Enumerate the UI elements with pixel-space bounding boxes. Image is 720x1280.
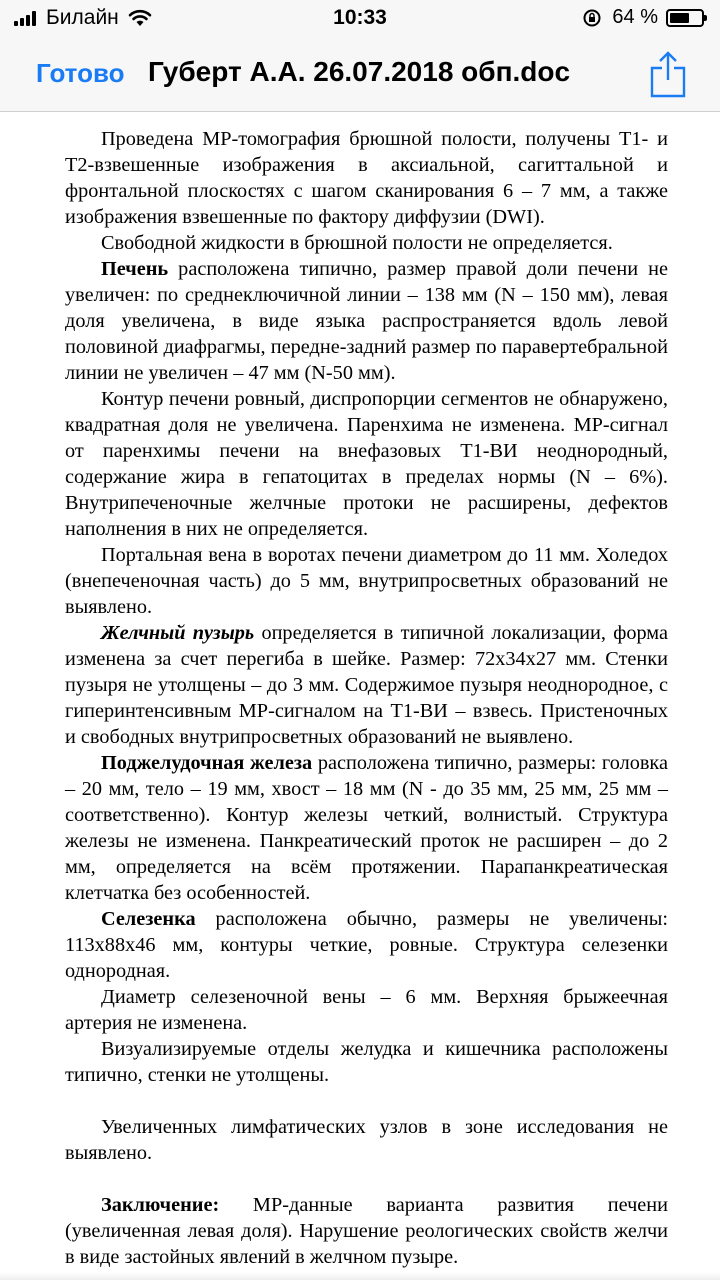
paragraph-splenic-vein: Диаметр селезеночной вены – 6 мм. Верхняя брыжеечная артерия не изменена. — [65, 986, 668, 1034]
pancreas-text: расположена типично, размеры: головка – 20 мм, тело – 19 мм, хвост – 18 мм (N - до 35 мм, 25 мм, 25 мм – соответственно). Контур железы четкий, волнистый. Структура железы не изменена. Панкреатический проток не расширен – до 2 мм, определяется на всём протяжении. Парапанкреатическая клетчатка без особенностей. — [65, 752, 668, 904]
document-page — [65, 126, 668, 1270]
battery-percent: 64 % — [612, 6, 658, 28]
document-viewer[interactable] — [0, 112, 720, 1280]
paragraph-pancreas — [65, 750, 668, 906]
conclusion-heading: Заключение: — [101, 1194, 220, 1216]
carrier-name: Билайн — [46, 6, 119, 29]
pancreas-heading: Поджелудочная железа — [101, 752, 313, 774]
gallbladder-text: определяется в типичной локализации, форма изменена за счет перегиба в шейке. Размер: 72х34х27 мм. Стенки пузыря не утолщены – до 3 мм. Содержимое пузыря неоднородное, с гиперинтенсивным МР-сигналом на Т1-ВИ – взвесь. Пристеночных и свободных внутрипросветных образований не выявлено. — [65, 622, 669, 748]
spleen-text: расположена обычно, размеры не увеличены: 113х88х46 мм, контуры четкие, ровные. Структура селезенки однородная. — [65, 908, 668, 982]
page-bottom-edge — [0, 1272, 720, 1280]
paragraph-intro: Проведена МР-томография брюшной полости, получены Т1- и Т2-взвешенные изображения в аксиальной, сагиттальной и фронтальной плоскостях с шагом сканирования 6 – 7 мм, а также изображения взвешенные по фактору диффузии (DWI). — [65, 128, 668, 228]
status-bar — [0, 0, 720, 40]
paragraph-conclusion — [65, 1192, 668, 1270]
status-right — [582, 6, 704, 29]
done-button[interactable]: Готово — [36, 58, 125, 88]
document-title: Губерт А.А. 26.07.2018 обп.doc — [148, 56, 571, 87]
paragraph-portal-vein: Портальная вена в воротах печени диаметром до 11 мм. Холедох (внепеченочная часть) до 5 мм, внутрипросветных образований не выявлено. — [65, 544, 668, 618]
paragraph-gallbladder — [65, 620, 668, 750]
paragraph-free-fluid: Свободной жидкости в брюшной полости не определяется. — [101, 232, 613, 254]
battery-level — [670, 13, 689, 23]
clock: 10:33 — [333, 6, 387, 29]
battery-icon — [666, 9, 704, 27]
share-icon[interactable] — [648, 50, 688, 98]
liver-text: расположена типично, размер правой доли печени не увеличен: по среднеключичной линии – 138 мм (N – 150 мм), левая доля увеличена, в виде языка распространяется вдоль левой половиной диафрагмы, передне-задний размер по паравертебральной линии не увеличен – 47 мм (N-50 мм). — [65, 258, 668, 384]
paragraph-liver — [65, 256, 668, 386]
gallbladder-heading: Желчный пузырь — [101, 622, 255, 644]
liver-heading: Печень — [101, 258, 169, 280]
conclusion-text: МР-данные варианта развития печени (увеличенная левая доля). Нарушение реологических свойств желчи в виде застойных явлений в желчном пузыре. — [65, 1194, 668, 1268]
paragraph-lymph-nodes: Увеличенных лимфатических узлов в зоне исследования не выявлено. — [65, 1116, 668, 1164]
paragraph-liver-contour: Контур печени ровный, диспропорции сегментов не обнаружено, квадратная доля не увеличена. Паренхима не изменена. МР-сигнал от паренхимы печени на внефазовых Т1-ВИ неоднородный, содержание жира в гепатоцитах в пределах нормы (N – 6%). Внутрипеченочные желчные протоки не расширены, дефектов наполнения в них не определяется. — [65, 388, 668, 540]
spleen-heading: Селезенка — [101, 908, 196, 930]
orientation-lock-icon — [582, 8, 602, 28]
paragraph-spleen — [65, 906, 668, 984]
navigation-bar — [0, 40, 720, 112]
paragraph-stomach: Визуализируемые отделы желудка и кишечника расположены типично, стенки не утолщены. — [65, 1038, 668, 1086]
